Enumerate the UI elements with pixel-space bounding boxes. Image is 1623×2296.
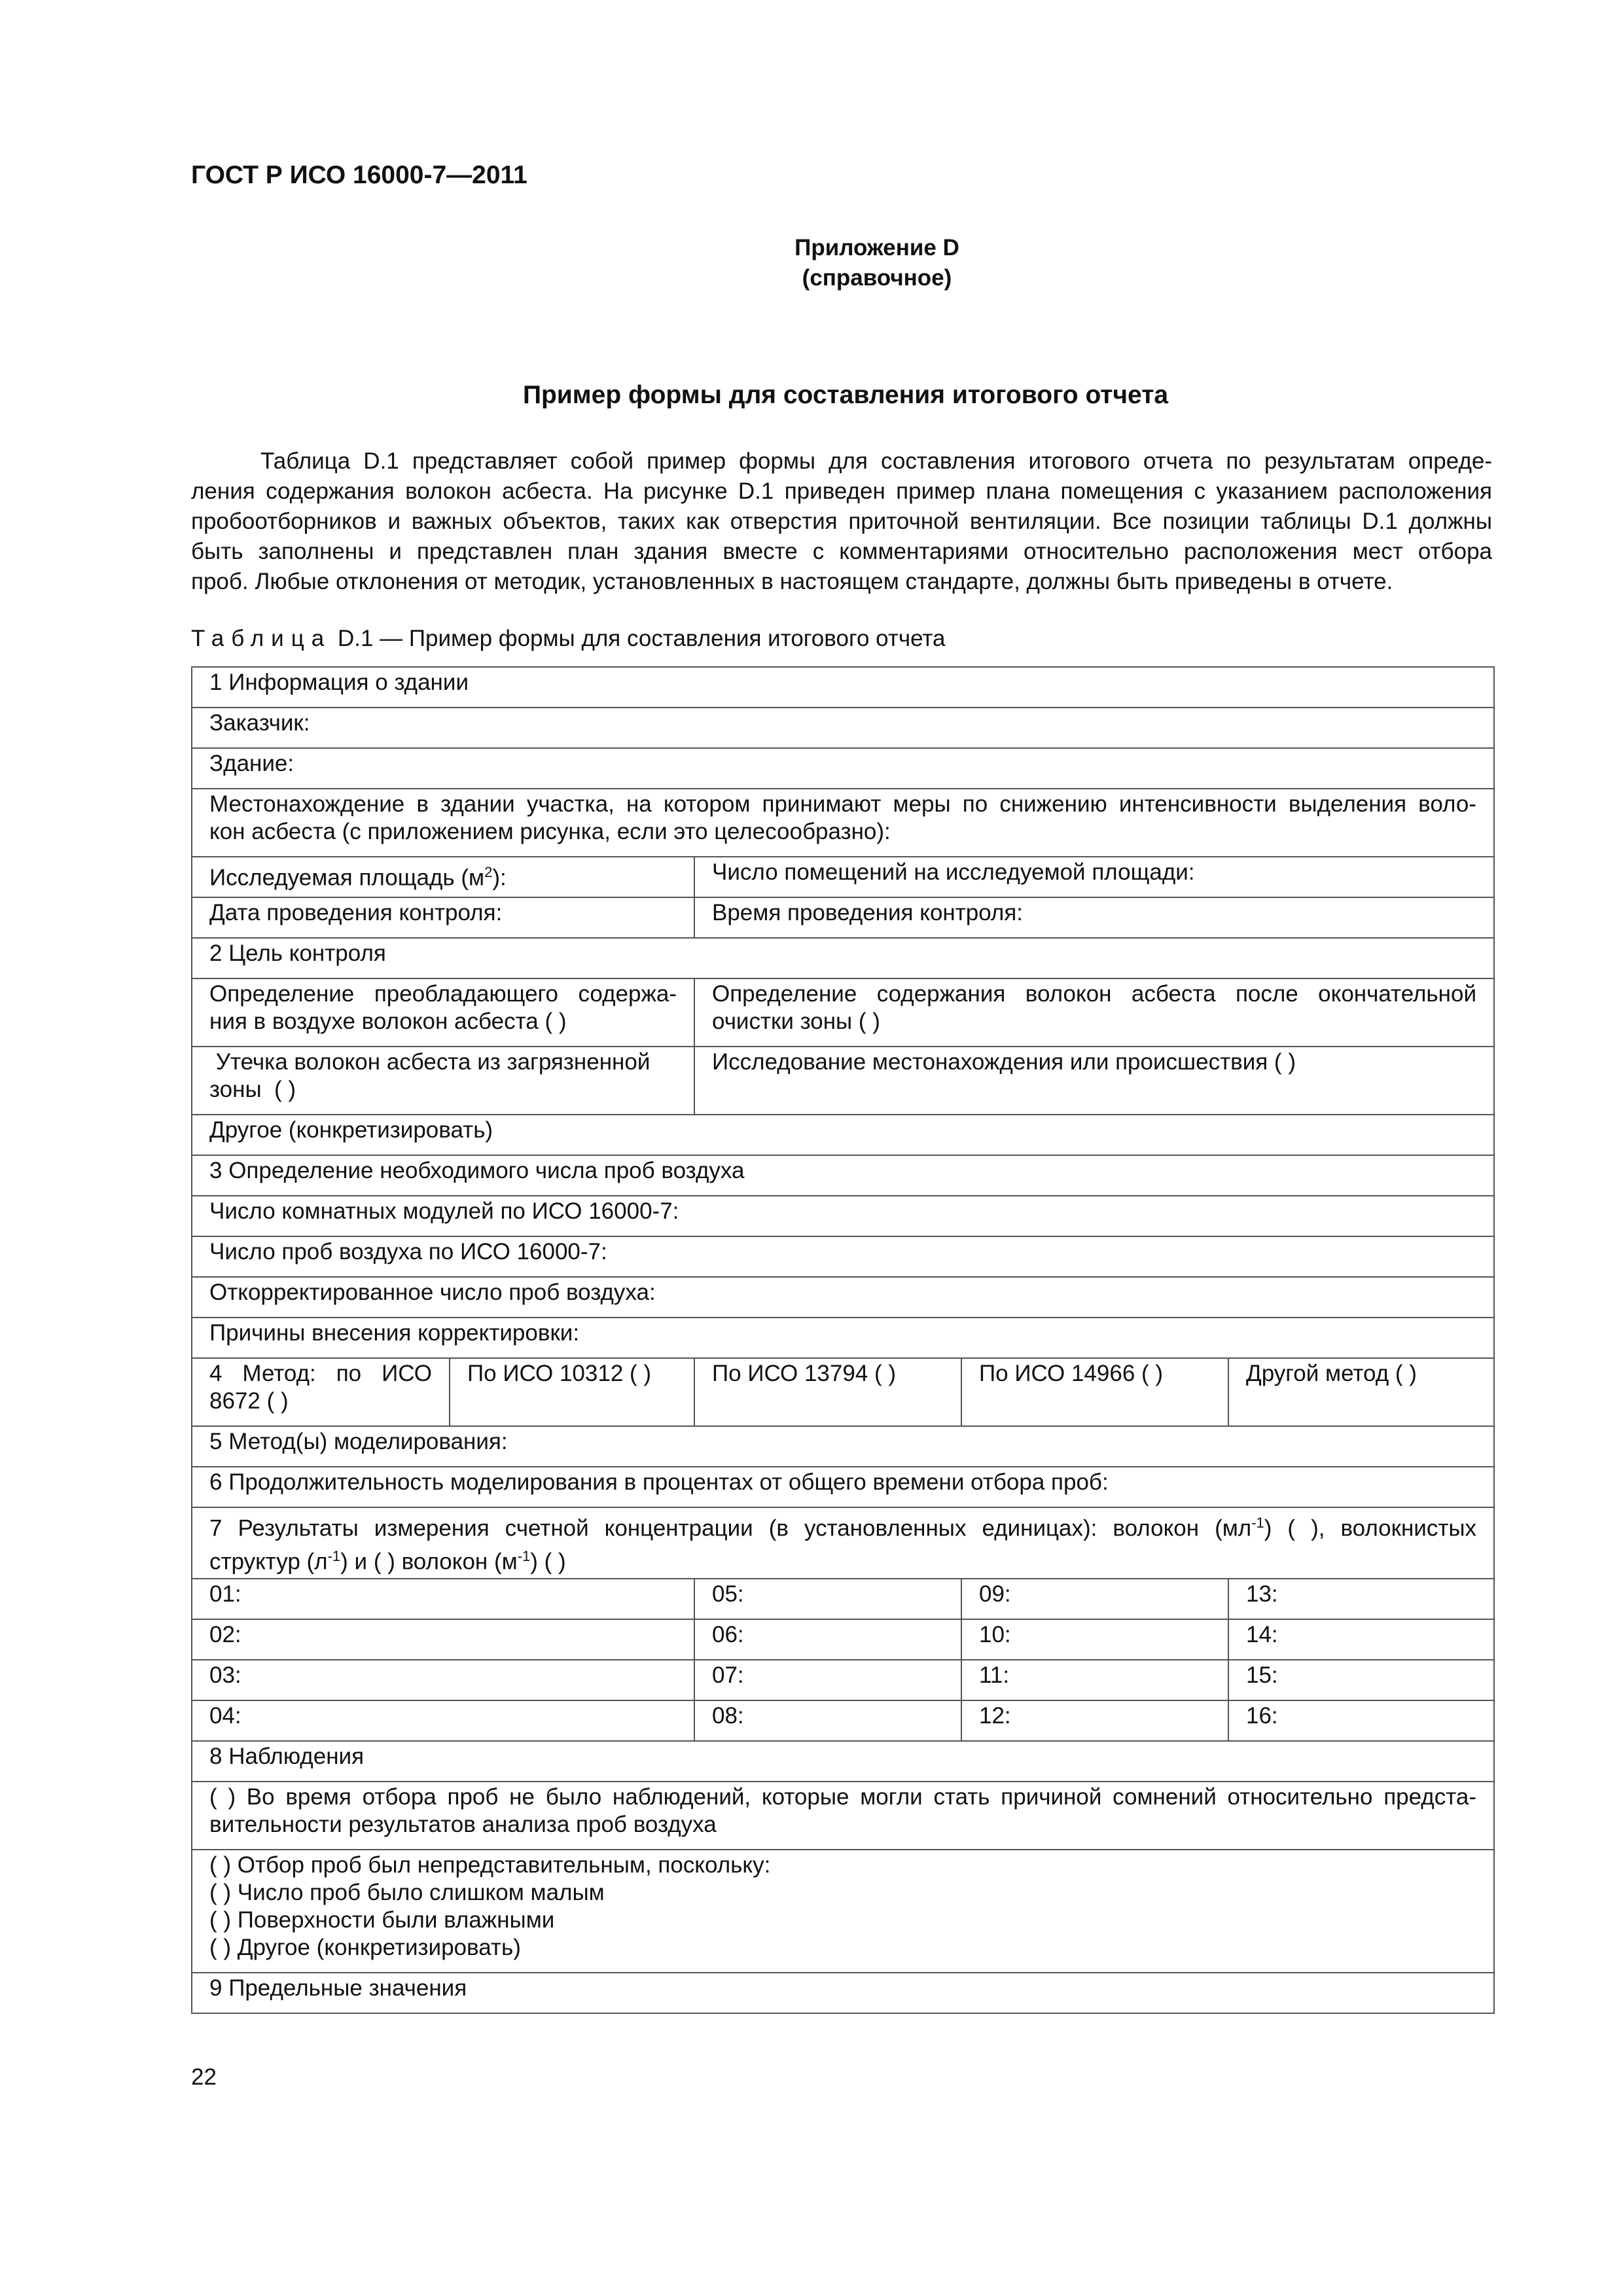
table-caption-text: D.1 — Пример формы для составления итогового отчета xyxy=(337,626,946,651)
table-caption xyxy=(191,626,946,652)
sample-cell: 11: xyxy=(961,1660,1228,1700)
sample-cell: 07: xyxy=(694,1660,961,1700)
sample-cell: 14: xyxy=(1228,1619,1494,1660)
sample-cell: 04: xyxy=(192,1700,694,1741)
purpose-leak: Утечка волокон асбеста из загрязненной зоны ( ) xyxy=(192,1047,694,1115)
simulation-duration-field: 6 Продолжительность моделирования в процентах от общего времени отбора проб: xyxy=(192,1467,1494,1507)
sample-cell: 10: xyxy=(961,1619,1228,1660)
page-number: 22 xyxy=(191,2064,217,2090)
intro-line: ления содержания волокон асбеста. На рисунке D.1 приведен пример плана помещения с указанием расположения xyxy=(191,478,1492,504)
sample-cell: 13: xyxy=(1228,1579,1494,1619)
section-observations: 8 Наблюдения xyxy=(192,1741,1494,1782)
annex-title: Приложение D xyxy=(794,235,959,260)
report-form-table xyxy=(191,666,1495,2014)
sample-cell: 03: xyxy=(192,1660,694,1700)
purpose-other: Другое (конкретизировать) xyxy=(192,1115,1494,1155)
sample-cell: 01: xyxy=(192,1579,694,1619)
simulation-methods-field: 5 Метод(ы) моделирования: xyxy=(192,1426,1494,1467)
intro-paragraph xyxy=(191,446,1492,597)
sample-cell: 08: xyxy=(694,1700,961,1741)
area-field: Исследуемая площадь $(м^2)$: xyxy=(192,857,694,897)
purpose-investigation: Исследование местонахождения или происшествия ( ) xyxy=(694,1047,1494,1115)
count-results-field: 7 Результаты измерения счетной концентрации (в установленных единицах): волокон $(мл^{-1})$ ( ), волокнистых структур $(л^{-1})$ и ( ) волокон $(м^{-1})$ ( ) xyxy=(192,1507,1494,1579)
sample-cell: 09: xyxy=(961,1579,1228,1619)
correction-reasons-field: Причины внесения корректировки: xyxy=(192,1318,1494,1358)
customer-field: Заказчик: xyxy=(192,708,1494,748)
corrected-samples-field: Откорректированное число проб воздуха: xyxy=(192,1277,1494,1318)
intro-line: Таблица D.1 представляет собой пример формы для составления итогового отчета по результатам опреде- xyxy=(260,448,1492,474)
table-caption-label: Таблица xyxy=(191,626,332,651)
section-sample-count: 3 Определение необходимого числа проб воздуха xyxy=(192,1155,1494,1196)
intro-line: быть заполнены и представлен план здания вместе с комментариями относительно расположения мест отбора xyxy=(191,539,1492,564)
section-limit-values: 9 Предельные значения xyxy=(192,1973,1494,2013)
location-field xyxy=(192,789,1494,857)
annex-kind: (справочное) xyxy=(802,265,952,291)
time-field: Время проведения контроля: xyxy=(694,897,1494,938)
air-samples-field: Число проб воздуха по ИСО 16000-7: xyxy=(192,1236,1494,1277)
section-purpose: 2 Цель контроля xyxy=(192,938,1494,978)
document-header: ГОСТ Р ИСО 16000-7—2011 xyxy=(191,161,527,189)
section-building-info: 1 Информация о здании xyxy=(192,667,1494,708)
method-iso-13794: По ИСО 13794 ( ) xyxy=(694,1358,961,1426)
section-title: Пример формы для составления итогового отчета xyxy=(522,381,1169,409)
method-iso-14966: По ИСО 14966 ( ) xyxy=(961,1358,1228,1426)
observation-not-representative: ( ) Отбор проб был непредставительным, поскольку: ( ) Число проб было слишком малым ( ) Поверхности были влажными ( ) Другое (конкретизировать) xyxy=(192,1850,1494,1973)
building-field: Здание: xyxy=(192,748,1494,789)
method-other: Другой метод ( ) xyxy=(1228,1358,1494,1426)
method-iso-8672: 4 Метод: по ИСО 8672 ( ) xyxy=(192,1358,450,1426)
intro-line: проб. Любые отклонения от методик, установленных в настоящем стандарте, должны быть приведены в отчете. xyxy=(191,569,1393,594)
rooms-field: Число помещений на исследуемой площади: xyxy=(694,857,1494,897)
sample-cell: 16: xyxy=(1228,1700,1494,1741)
sample-cell: 15: xyxy=(1228,1660,1494,1700)
room-modules-field: Число комнатных модулей по ИСО 16000-7: xyxy=(192,1196,1494,1236)
date-field: Дата проведения контроля: xyxy=(192,897,694,938)
sample-cell: 05: xyxy=(694,1579,961,1619)
intro-line: пробоотборников и важных объектов, таких как отверстия приточной вентиляции. Все позиции таблицы D.1 должны xyxy=(191,509,1492,534)
method-iso-10312: По ИСО 10312 ( ) xyxy=(450,1358,694,1426)
sample-cell: 06: xyxy=(694,1619,961,1660)
location-line: кон асбеста (с приложением рисунка, если это целесообразно): xyxy=(209,819,891,844)
sample-cell: 02: xyxy=(192,1619,694,1660)
sample-cell: 12: xyxy=(961,1700,1228,1741)
location-line: Местонахождение в здании участка, на котором принимают меры по снижению интенсивности выделения воло- xyxy=(209,791,1476,817)
purpose-final-clearance: Определение содержания волокон асбеста после окончательной очистки зоны ( ) xyxy=(694,978,1494,1047)
purpose-prevailing: Определение преобладающего содержа- ния в воздухе волокон асбеста ( ) xyxy=(192,978,694,1047)
observation-representative: ( ) Во время отбора проб не было наблюдений, которые могли стать причиной сомнений относительно предста- вительности результатов анализа проб воздуха xyxy=(192,1782,1494,1850)
